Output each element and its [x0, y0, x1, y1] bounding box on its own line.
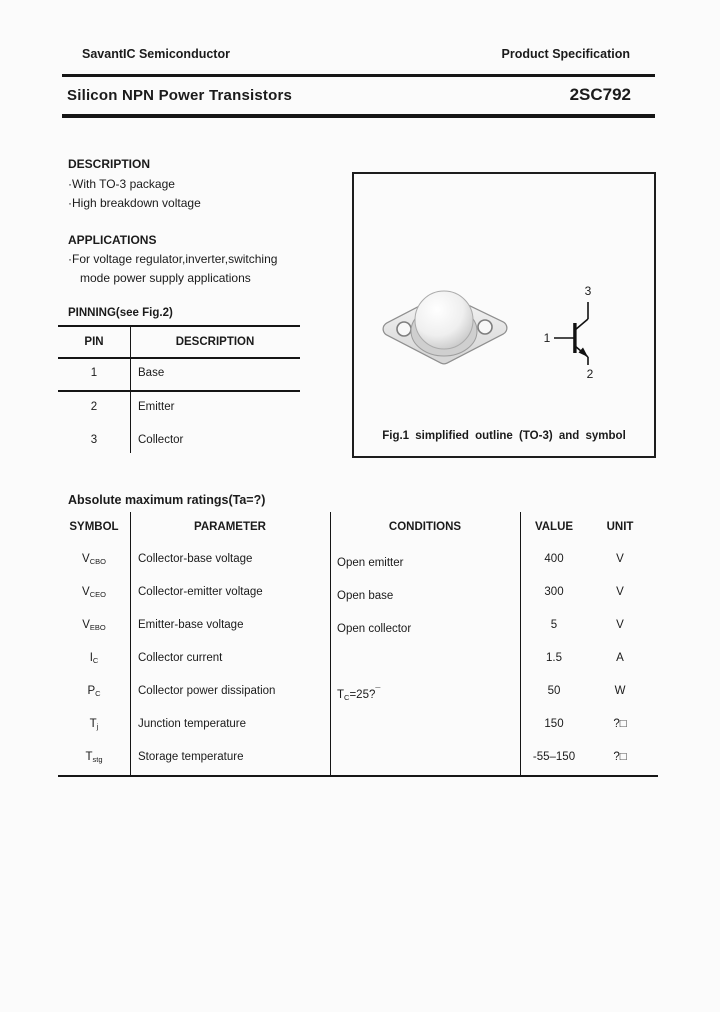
conditions-cell: Open collector — [337, 623, 412, 635]
symbol-cell: $V_{CEO}$ — [82, 586, 106, 599]
figure-box — [352, 172, 656, 458]
value-cell: 400 — [544, 553, 564, 565]
conditions-cell: Open base — [337, 590, 394, 602]
applications-line: ·For voltage regulator,inverter,switching — [68, 252, 278, 266]
symbol-cell: $V_{CBO}$ — [82, 553, 106, 566]
conditions-cell: $T_C=25?^¯$ — [337, 686, 381, 702]
page-title: Silicon NPN Power Transistors — [67, 87, 293, 104]
table-bottom-rule — [58, 775, 658, 777]
table-row — [58, 642, 658, 675]
unit-cell: ?□ — [613, 718, 627, 730]
value-cell: 150 — [544, 718, 564, 730]
applications-line: mode power supply applications — [80, 271, 251, 285]
applications-heading: APPLICATIONS — [68, 233, 157, 247]
ratings-heading: Absolute maximum ratings(Ta=?) — [68, 493, 266, 507]
title-divider — [62, 114, 655, 118]
figure-caption: Fig.1 simplified outline (TO-3) and symbol — [382, 430, 626, 442]
pin-number: 3 — [90, 434, 98, 446]
table-row — [58, 609, 658, 642]
unit-cell: V — [616, 586, 624, 598]
value-cell: 1.5 — [546, 652, 562, 664]
vendor-name: SavantIC Semiconductor — [82, 47, 230, 61]
symbol-cell: $P_C$ — [87, 685, 101, 698]
description-item: ·With TO-3 package — [68, 177, 175, 191]
pin-number: 2 — [90, 401, 98, 413]
parameter-cell: Collector-emitter voltage — [138, 586, 263, 598]
to3-package-image — [374, 284, 514, 369]
table-row — [58, 741, 658, 774]
parameter-cell: Collector-base voltage — [138, 553, 253, 565]
table-row — [58, 675, 658, 708]
pin-number: 1 — [90, 367, 98, 379]
pin-description: Base — [138, 367, 165, 379]
value-cell: 5 — [550, 619, 558, 631]
parameter-cell: Collector power dissipation — [138, 685, 276, 697]
pinning-table — [58, 325, 300, 455]
symbol-cell: $I_C$ — [89, 652, 99, 665]
conditions-cell: Open emitter — [337, 557, 404, 569]
table-row — [58, 708, 658, 741]
description-item: ·High breakdown voltage — [68, 196, 201, 210]
value-cell: 300 — [544, 586, 564, 598]
parameter-cell: Collector current — [138, 652, 223, 664]
ratings-table — [58, 512, 658, 777]
npn-transistor-symbol — [537, 280, 601, 380]
pin-column-header: PIN — [84, 336, 104, 348]
ratings-header-row — [58, 512, 658, 544]
parameter-cell: Emitter-base voltage — [138, 619, 244, 631]
unit-column-header: UNIT — [606, 521, 634, 533]
table-row — [58, 424, 300, 457]
unit-cell: ?□ — [613, 751, 627, 763]
header-divider — [62, 74, 655, 77]
pin-description: Collector — [138, 434, 184, 446]
parameter-cell: Storage temperature — [138, 751, 244, 763]
value-column-header: VALUE — [534, 521, 574, 533]
value-cell: -55–150 — [532, 751, 576, 763]
symbol-cell: $T_j$ — [89, 718, 99, 731]
description-column-header: DESCRIPTION — [175, 336, 255, 348]
value-cell: 50 — [547, 685, 561, 697]
part-number: 2SC792 — [569, 85, 631, 104]
symbol-cell: $T_{stg}$ — [85, 751, 103, 764]
page-header — [82, 47, 630, 61]
parameter-column-header: PARAMETER — [194, 521, 266, 533]
table-row — [58, 357, 300, 390]
unit-cell: V — [616, 553, 624, 565]
parameter-cell: Junction temperature — [138, 718, 247, 730]
doc-type: Product Specification — [501, 47, 630, 61]
unit-cell: W — [614, 685, 626, 697]
collector-pin-label: 3 — [584, 284, 592, 298]
pin-description: Emitter — [138, 401, 175, 413]
pinning-header-row — [58, 327, 300, 357]
symbol-column-header: SYMBOL — [69, 521, 119, 533]
table-row — [58, 576, 658, 609]
pinning-heading: PINNING(see Fig.2) — [68, 307, 173, 319]
unit-cell: A — [616, 652, 624, 664]
unit-cell: V — [616, 619, 624, 631]
table-row — [58, 391, 300, 424]
table-row — [58, 543, 658, 576]
conditions-column-header: CONDITIONS — [388, 521, 462, 533]
symbol-cell: $V_{EBO}$ — [82, 619, 106, 632]
title-row — [67, 85, 631, 105]
description-heading: DESCRIPTION — [68, 157, 151, 171]
emitter-pin-label: 2 — [586, 367, 594, 380]
base-pin-label: 1 — [543, 331, 551, 345]
